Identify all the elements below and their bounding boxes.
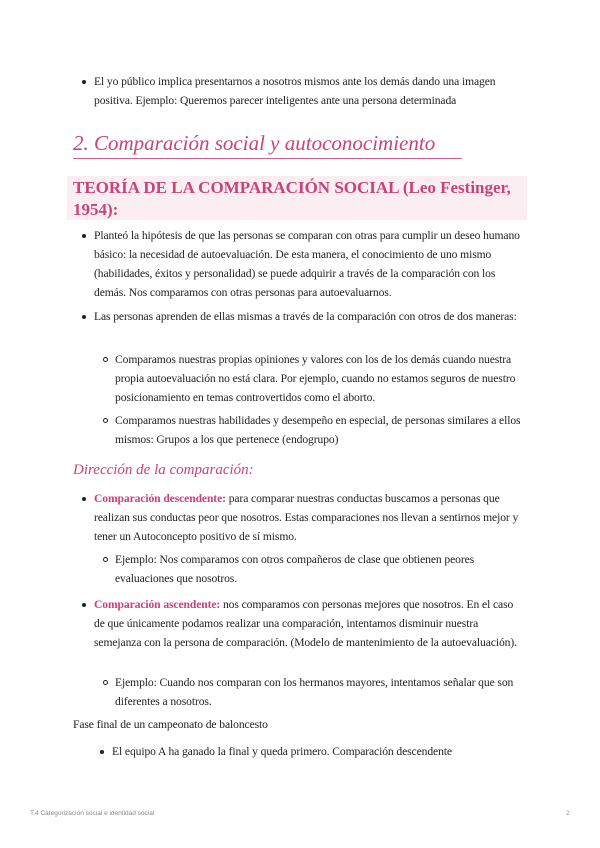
list-item: El yo público implica presentarnos a nosotros mismos ante los demás dando una imagen positiva. Ejemplo: Queremos parecer inteligentes ante una persona determinada <box>94 72 526 110</box>
downward-example: Ejemplo: Nos comparamos con otros compañeros de clase que obtienen peores evaluaciones que nosotros. <box>115 550 527 588</box>
downward-text: para comparar nuestras conductas buscamos a personas que realizan sus conductas peor que nosotros. Estas comparaciones nos llevan a sentirnos mejor y tener un Autoconcepto positivo de sí mismo. <box>94 492 519 543</box>
list-item: El equipo A ha ganado la final y queda primero. Comparación descendente <box>112 742 532 761</box>
upward-comparison-item <box>94 595 526 652</box>
downward-term: Comparación descendente: <box>94 492 226 505</box>
list-item: Planteó la hipótesis de que las personas se comparan con otras para cumplir un deseo humano básico: la necesidad de autoevaluación. De esta manera, el conocimiento de uno mismo (habilidades, éxitos y personalidad) se puede adquirir a través de la comparación con los demás. Nos comparamos con otras personas para autoevaluarnos. <box>94 226 526 302</box>
list-item: Las personas aprenden de ellas mismas a través de la comparación con otros de dos maneras: <box>94 307 526 326</box>
sub-list-item: Comparamos nuestras propias opiniones y valores con los de los demás cuando nuestra propia autoevaluación no está clara. Por ejemplo, cuando no estamos seguros de nuestro posicionamiento en temas controvertidos como el aborto. <box>115 350 527 407</box>
final-line: Fase final de un campeonato de baloncesto <box>73 718 268 731</box>
downward-comparison-item <box>94 489 526 546</box>
upward-example: Ejemplo: Cuando nos comparan con los hermanos mayores, intentamos señalar que son diferentes a nosotros. <box>115 673 527 711</box>
theory-heading: TEORÍA DE LA COMPARACIÓN SOCIAL (Leo Festinger, 1954): <box>73 178 511 219</box>
page-number: 2 <box>566 810 570 817</box>
section-title: 2. Comparación social y autoconocimiento <box>73 131 436 155</box>
sub-list-item: Comparamos nuestras habilidades y desempeño en especial, de personas similares a ellos mismos: Grupos a los que pertenece (endogrupo) <box>115 411 527 449</box>
direction-heading: Dirección de la comparación: <box>73 462 254 478</box>
upward-term: Comparación ascendente: <box>94 598 221 611</box>
section-title-underline <box>73 158 462 159</box>
footer-text: T.4 Categorización social e identidad social <box>30 810 155 817</box>
upward-text: nos comparamos con personas mejores que nosotros. En el caso de que únicamente podamos realizar una comparación, intentamos disminuir nuestra semejanza con la persona de comparación. (Modelo de mantenimiento de la autoevaluación). <box>94 598 517 649</box>
